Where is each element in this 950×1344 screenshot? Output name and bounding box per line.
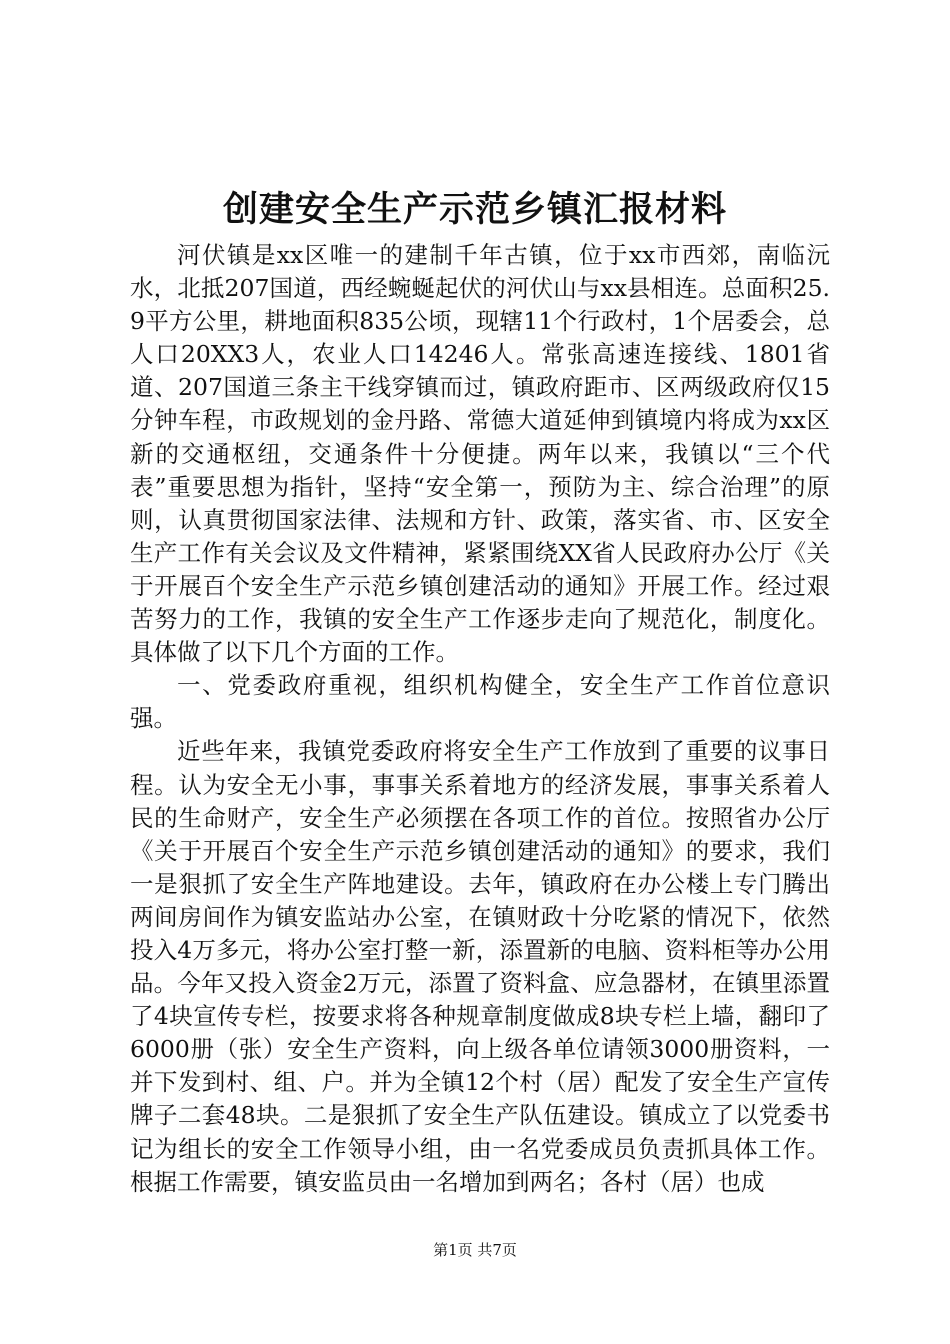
paragraph-section-body: 近些年来，我镇党委政府将安全生产工作放到了重要的议事日程。认为安全无小事，事事关系着地方的经济发展，事事关系着人民的生命财产，安全生产必须摆在各项工作的首位。按照省办公厅《关于开展百个安全生产示范乡镇创建活动的通知》的要求，我们一是狠抓了安全生产阵地建设。去年，镇政府在办公楼上专门腾出两间房间作为镇安监站办公室，在镇财政十分吃紧的情况下，依然投入4万多元，将办公室打整一新，添置新的电脑、资料柜等办公用品。今年又投入资金2万元，添置了资料盒、应急器材，在镇里添置了4块宣传专栏，按要求将各种规章制度做成8块专栏上墙，翻印了6000册（张）安全生产资料，向上级各单位请领3000册资料，一并下发到村、组、户。并为全镇12个村（居）配发了安全生产宣传牌子二套48块。二是狠抓了安全生产队伍建设。镇成立了以党委书记为组长的安全工作领导小组，由一名党委成员负责抓具体工作。根据工作需要，镇安监员由一名增加到两名；各村（居）也成 (130, 737, 830, 1196)
paragraph-section-heading: 一、党委政府重视，组织机构健全，安全生产工作首位意识强。 (130, 671, 830, 733)
page-footer: 第1页 共7页 (433, 1241, 517, 1259)
document-title: 创建安全生产示范乡镇汇报材料 (222, 189, 727, 230)
document-body (130, 239, 830, 1199)
paragraph-intro: 河伏镇是xx区唯一的建制千年古镇，位于xx市西郊，南临沅水，北抵207国道，西经蜿蜒起伏的河伏山与xx县相连。总面积25.9平方公里，耕地面积835公顷，现辖11个行政村，1个居委会，总人口20XX3人，农业人口14246人。常张高速连接线、1801省道、207国道三条主干线穿镇而过，镇政府距市、区两级政府仅15分钟车程，市政规划的金丹路、常德大道延伸到镇境内将成为xx区新的交通枢纽，交通条件十分便捷。两年以来，我镇以“三个代表”重要思想为指针，坚持“安全第一，预防为主、综合治理”的原则，认真贯彻国家法律、法规和方针、政策，落实省、市、区安全生产工作有关会议及文件精神，紧紧围绕XX省人民政府办公厅《关于开展百个安全生产示范乡镇创建活动的通知》开展工作。经过艰苦努力的工作，我镇的安全生产工作逐步走向了规范化，制度化。具体做了以下几个方面的工作。 (130, 241, 830, 667)
